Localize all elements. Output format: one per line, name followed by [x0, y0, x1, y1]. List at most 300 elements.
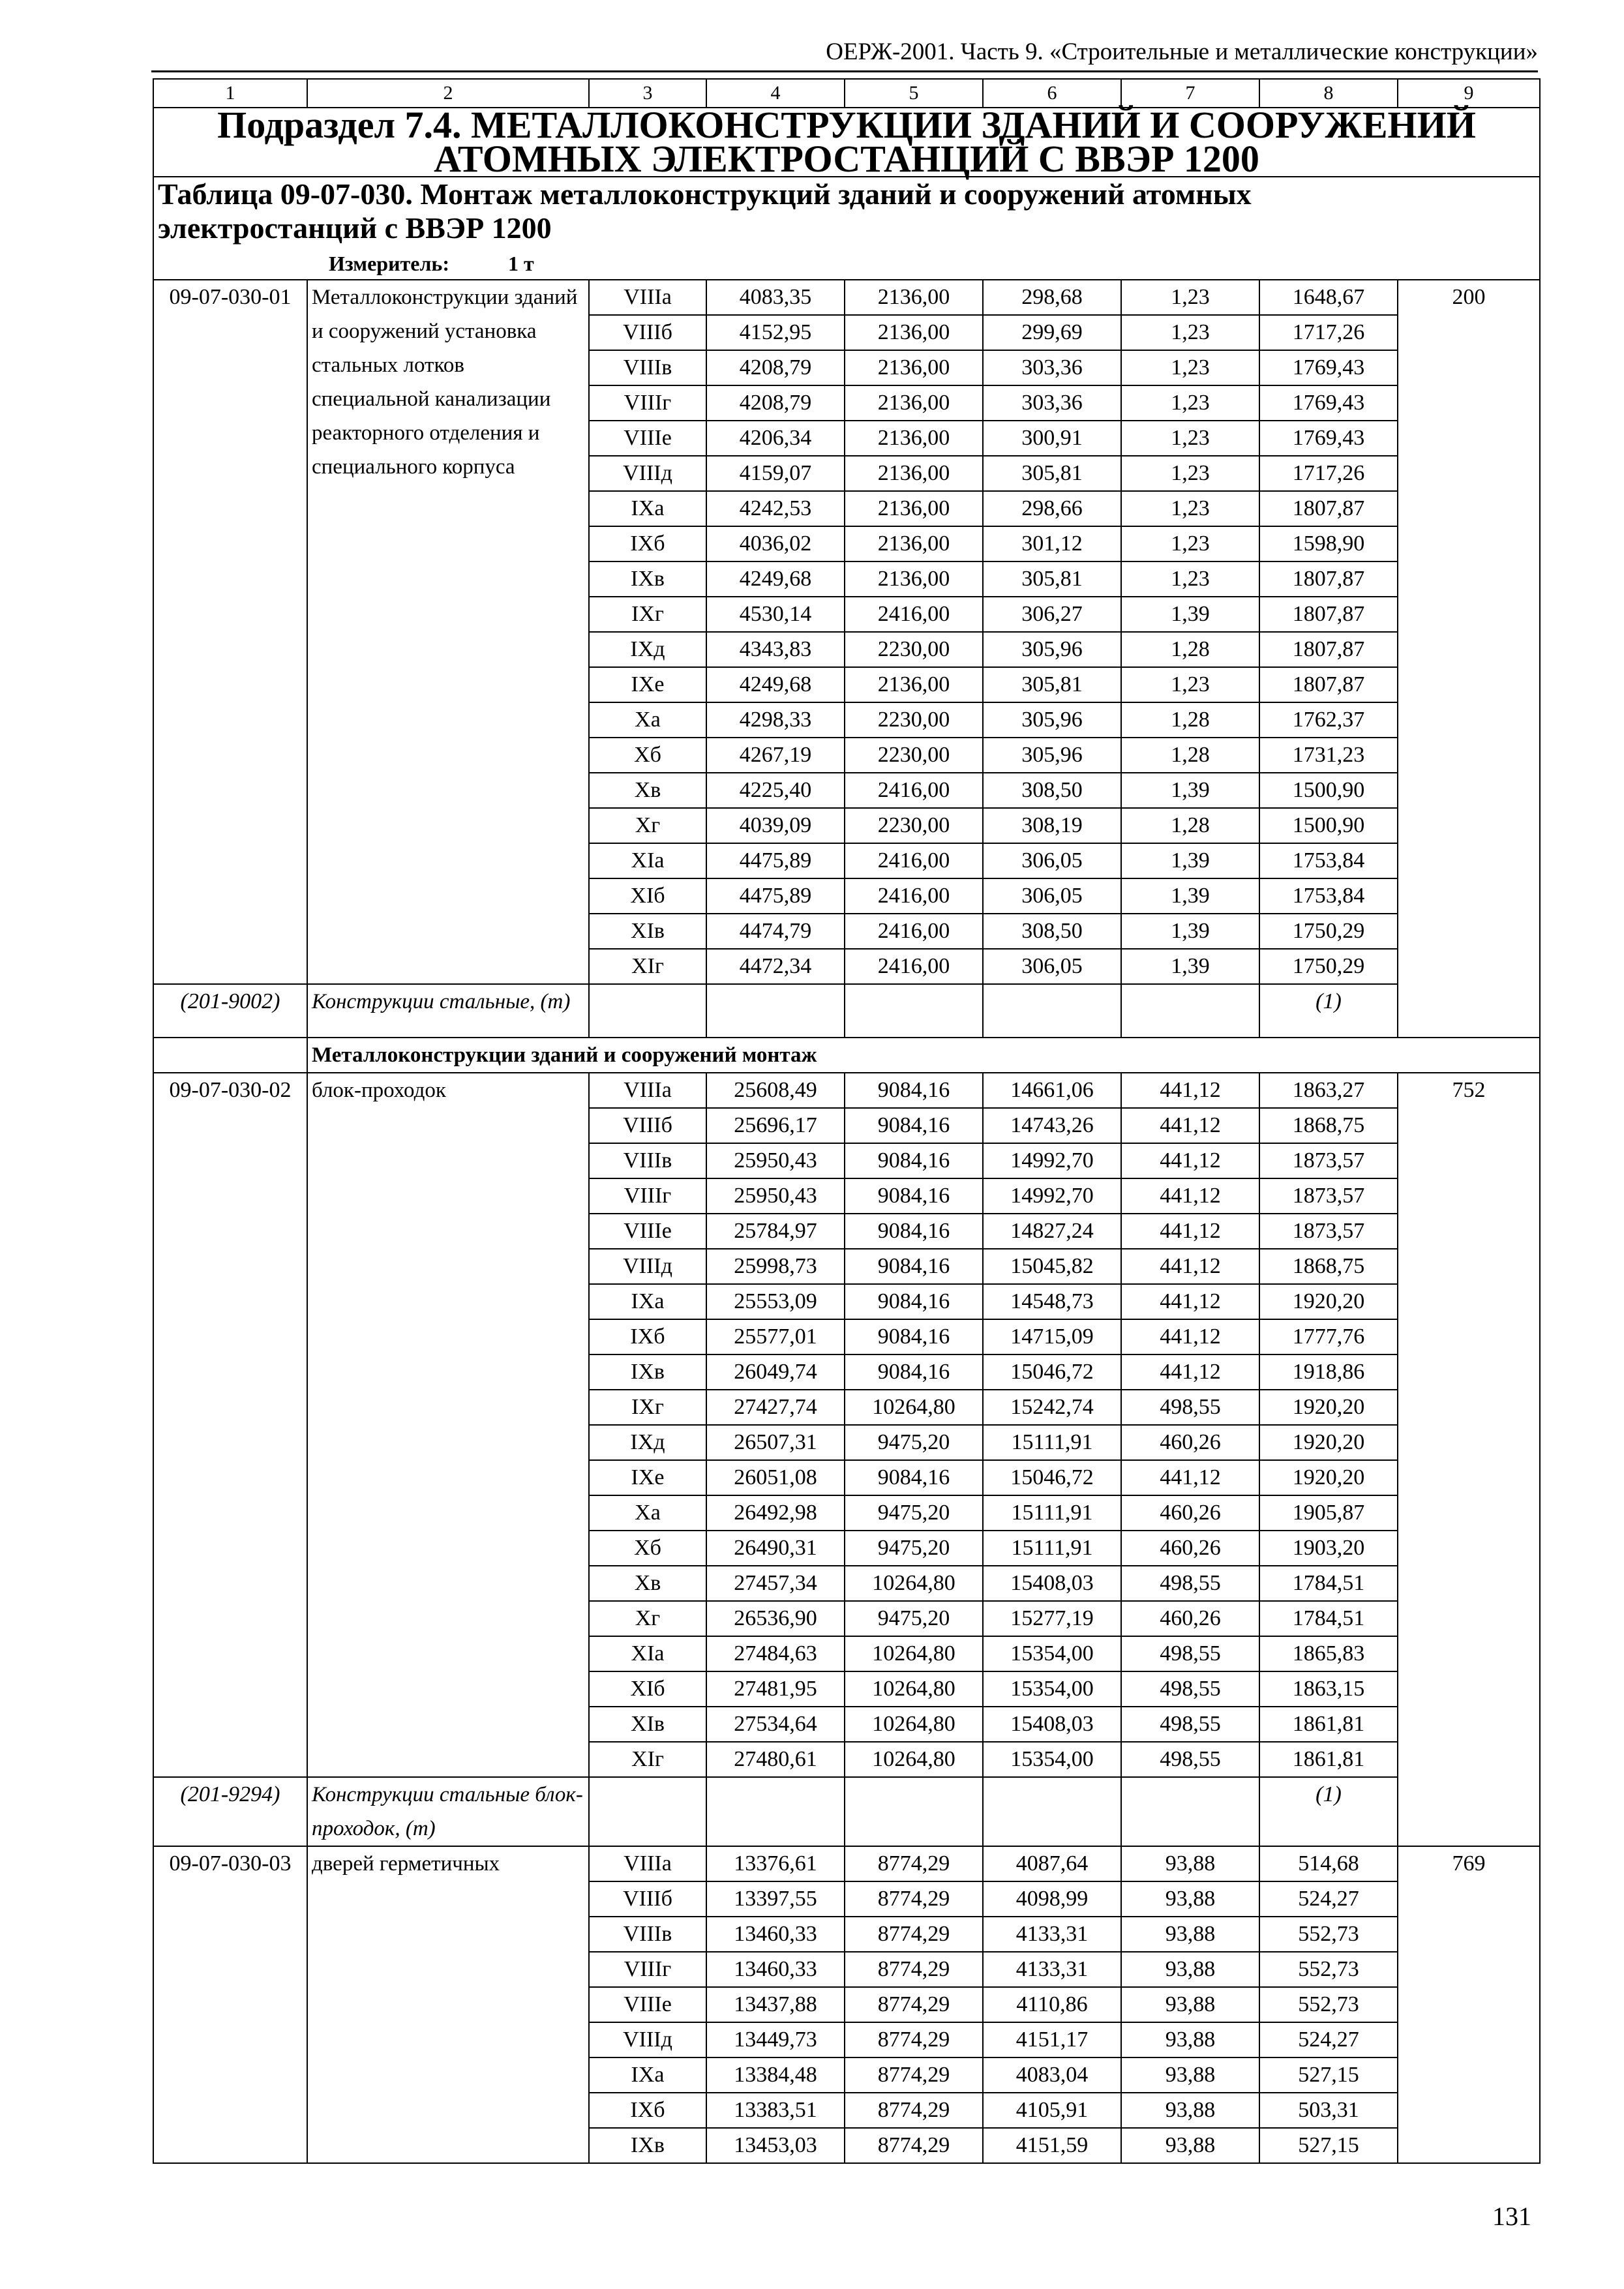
cost-machine-labor: 1,28 — [1121, 738, 1259, 773]
cost-machinery: 14548,73 — [983, 1284, 1121, 1319]
cost-machine-labor: 498,55 — [1121, 1671, 1259, 1707]
zone: VIIIв — [589, 1917, 706, 1952]
cost-labor: 9475,20 — [845, 1531, 983, 1566]
resource-code: (201-9294) — [153, 1777, 307, 1846]
cost-machine-labor: 498,55 — [1121, 1636, 1259, 1671]
zone: XIг — [589, 949, 706, 984]
table-row — [153, 1073, 1540, 1108]
cost-labor: 2136,00 — [845, 561, 983, 597]
cost-labor: 10264,80 — [845, 1742, 983, 1777]
zone: VIIIб — [589, 1108, 706, 1143]
cost-total: 4152,95 — [706, 315, 845, 350]
cost-machinery: 15242,74 — [983, 1390, 1121, 1425]
cost-machinery: 4133,31 — [983, 1917, 1121, 1952]
cost-total: 4530,14 — [706, 597, 845, 632]
zone: IXб — [589, 1319, 706, 1354]
zone: IXе — [589, 667, 706, 702]
cost-materials: 527,15 — [1259, 2057, 1398, 2093]
cost-machinery: 14827,24 — [983, 1214, 1121, 1249]
cost-materials: 1717,26 — [1259, 315, 1398, 350]
zone: XIб — [589, 878, 706, 914]
zone: VIIIе — [589, 421, 706, 456]
zone: IXб — [589, 2093, 706, 2128]
cost-labor: 2136,00 — [845, 315, 983, 350]
cost-machinery: 15111,91 — [983, 1425, 1121, 1460]
cost-materials: 1868,75 — [1259, 1108, 1398, 1143]
cost-machinery: 305,81 — [983, 561, 1121, 597]
zone: Xа — [589, 702, 706, 738]
cost-materials: 1868,75 — [1259, 1249, 1398, 1284]
cost-materials: 524,27 — [1259, 2022, 1398, 2057]
cost-machinery: 301,12 — [983, 526, 1121, 561]
cost-machine-labor: 441,12 — [1121, 1319, 1259, 1354]
cost-machinery: 4087,64 — [983, 1846, 1121, 1881]
cost-total: 4474,79 — [706, 914, 845, 949]
cost-machine-labor: 1,28 — [1121, 632, 1259, 667]
cost-labor: 8774,29 — [845, 1987, 983, 2022]
cost-machine-labor: 1,39 — [1121, 878, 1259, 914]
cost-materials: 1500,90 — [1259, 773, 1398, 808]
cost-total: 4249,68 — [706, 667, 845, 702]
cost-total: 27534,64 — [706, 1707, 845, 1742]
zone: XIб — [589, 1671, 706, 1707]
cost-materials: 1731,23 — [1259, 738, 1398, 773]
cost-materials: 1873,57 — [1259, 1214, 1398, 1249]
cost-labor: 2136,00 — [845, 280, 983, 315]
cost-machinery: 4151,17 — [983, 2022, 1121, 2057]
cost-total: 26492,98 — [706, 1495, 845, 1531]
cost-materials: 1863,15 — [1259, 1671, 1398, 1707]
cost-machine-labor: 441,12 — [1121, 1249, 1259, 1284]
cost-machinery: 4105,91 — [983, 2093, 1121, 2128]
cost-machine-labor: 1,39 — [1121, 949, 1259, 984]
cost-machine-labor: 1,23 — [1121, 280, 1259, 315]
cost-machine-labor: 1,23 — [1121, 667, 1259, 702]
cost-machine-labor: 460,26 — [1121, 1495, 1259, 1531]
cost-materials: 1920,20 — [1259, 1425, 1398, 1460]
cost-machine-labor: 441,12 — [1121, 1214, 1259, 1249]
cost-materials: 1769,43 — [1259, 350, 1398, 385]
cost-machinery: 15111,91 — [983, 1495, 1121, 1531]
unit-line — [158, 245, 1535, 279]
cost-total: 4475,89 — [706, 843, 845, 878]
cost-materials: 1918,86 — [1259, 1354, 1398, 1390]
group-header: Металлоконструкции зданий и сооружений монтаж — [307, 1038, 1540, 1073]
cost-machinery: 14661,06 — [983, 1073, 1121, 1108]
cost-total: 25998,73 — [706, 1249, 845, 1284]
empty-cell — [845, 1777, 983, 1846]
cost-total: 4039,09 — [706, 808, 845, 843]
column-number: 3 — [589, 79, 706, 108]
column-number: 9 — [1398, 79, 1540, 108]
zone: IXа — [589, 2057, 706, 2093]
zone: IXг — [589, 1390, 706, 1425]
cost-machine-labor: 93,88 — [1121, 2022, 1259, 2057]
cost-total: 26049,74 — [706, 1354, 845, 1390]
cost-machine-labor: 441,12 — [1121, 1460, 1259, 1495]
cost-labor: 8774,29 — [845, 2093, 983, 2128]
zone: VIIIд — [589, 456, 706, 491]
cost-materials: 1500,90 — [1259, 808, 1398, 843]
running-header: ОЕРЖ-2001. Часть 9. «Строительные и металлические конструкции» — [826, 38, 1538, 65]
subsection-row — [153, 108, 1540, 177]
cost-materials: 1769,43 — [1259, 421, 1398, 456]
zone: VIIIг — [589, 1952, 706, 1987]
group-header-row — [153, 1038, 1540, 1073]
header-rule — [151, 70, 1538, 72]
zone: IXд — [589, 1425, 706, 1460]
resource-code: (201-9002) — [153, 984, 307, 1038]
zone: IXе — [589, 1460, 706, 1495]
zone: XIа — [589, 843, 706, 878]
cost-labor: 2416,00 — [845, 843, 983, 878]
cost-machinery: 303,36 — [983, 385, 1121, 421]
cost-total: 27480,61 — [706, 1742, 845, 1777]
rates-table — [153, 78, 1541, 2164]
cost-total: 4267,19 — [706, 738, 845, 773]
cost-total: 13460,33 — [706, 1917, 845, 1952]
cost-labor: 8774,29 — [845, 2057, 983, 2093]
zone: VIIIа — [589, 280, 706, 315]
cost-materials: 552,73 — [1259, 1987, 1398, 2022]
cost-machine-labor: 1,39 — [1121, 773, 1259, 808]
cost-total: 4208,79 — [706, 385, 845, 421]
cost-materials: 1920,20 — [1259, 1284, 1398, 1319]
cost-total: 4472,34 — [706, 949, 845, 984]
cost-labor: 8774,29 — [845, 2128, 983, 2163]
cost-machine-labor: 1,28 — [1121, 702, 1259, 738]
cost-machinery: 305,96 — [983, 702, 1121, 738]
cost-total: 13437,88 — [706, 1987, 845, 2022]
table-row — [153, 280, 1540, 315]
cost-labor: 9475,20 — [845, 1425, 983, 1460]
cost-machinery: 306,05 — [983, 843, 1121, 878]
resource-qty: (1) — [1259, 1777, 1398, 1846]
cost-machine-labor: 498,55 — [1121, 1390, 1259, 1425]
cost-materials: 1753,84 — [1259, 878, 1398, 914]
cost-total: 27457,34 — [706, 1566, 845, 1601]
cost-total: 4036,02 — [706, 526, 845, 561]
cost-machinery: 15046,72 — [983, 1354, 1121, 1390]
table-title-line-2: электростанций с ВВЭР 1200 — [158, 211, 552, 245]
cost-total: 4225,40 — [706, 773, 845, 808]
cost-total: 4242,53 — [706, 491, 845, 526]
rate-description: дверей герметичных — [307, 1846, 589, 2163]
cost-total: 4343,83 — [706, 632, 845, 667]
zone: Xг — [589, 808, 706, 843]
group-header-spacer — [153, 1038, 307, 1073]
zone: IXг — [589, 597, 706, 632]
zone: VIIIв — [589, 350, 706, 385]
cost-labor: 2416,00 — [845, 878, 983, 914]
cost-machinery: 4083,04 — [983, 2057, 1121, 2093]
zone: Xб — [589, 1531, 706, 1566]
cost-materials: 1807,87 — [1259, 667, 1398, 702]
cost-materials: 1598,90 — [1259, 526, 1398, 561]
cost-machinery: 305,81 — [983, 456, 1121, 491]
cost-materials: 1807,87 — [1259, 597, 1398, 632]
cost-materials: 527,15 — [1259, 2128, 1398, 2163]
cost-machinery: 14992,70 — [983, 1178, 1121, 1214]
cost-total: 25950,43 — [706, 1143, 845, 1178]
cost-labor: 2230,00 — [845, 702, 983, 738]
cost-labor: 2136,00 — [845, 456, 983, 491]
empty-cell — [706, 984, 845, 1038]
table-title-row — [153, 177, 1540, 280]
cost-labor: 2136,00 — [845, 421, 983, 456]
cost-labor: 9084,16 — [845, 1284, 983, 1319]
cost-labor: 2416,00 — [845, 597, 983, 632]
cost-materials: 1717,26 — [1259, 456, 1398, 491]
cost-labor: 8774,29 — [845, 2022, 983, 2057]
cost-materials: 1920,20 — [1259, 1390, 1398, 1425]
cost-materials: 552,73 — [1259, 1952, 1398, 1987]
rate-code: 09-07-030-01 — [153, 280, 307, 984]
cost-labor: 2416,00 — [845, 773, 983, 808]
cost-materials: 1807,87 — [1259, 632, 1398, 667]
cost-materials: 1920,20 — [1259, 1460, 1398, 1495]
rate-col9: 200 — [1398, 280, 1540, 1038]
cost-total: 27484,63 — [706, 1636, 845, 1671]
cost-labor: 2416,00 — [845, 914, 983, 949]
cost-machine-labor: 441,12 — [1121, 1354, 1259, 1390]
cost-total: 13384,48 — [706, 2057, 845, 2093]
cost-total: 4159,07 — [706, 456, 845, 491]
cost-machinery: 14992,70 — [983, 1143, 1121, 1178]
cost-machine-labor: 498,55 — [1121, 1566, 1259, 1601]
cost-materials: 1861,81 — [1259, 1707, 1398, 1742]
zone: Xв — [589, 1566, 706, 1601]
cost-machinery: 305,96 — [983, 632, 1121, 667]
cost-machinery: 15045,82 — [983, 1249, 1121, 1284]
cost-machinery: 299,69 — [983, 315, 1121, 350]
zone: IXа — [589, 491, 706, 526]
cost-machinery: 300,91 — [983, 421, 1121, 456]
column-number: 8 — [1259, 79, 1398, 108]
rate-code: 09-07-030-02 — [153, 1073, 307, 1777]
resource-row — [153, 984, 1540, 1038]
cost-total: 13383,51 — [706, 2093, 845, 2128]
cost-machine-labor: 93,88 — [1121, 1846, 1259, 1881]
cost-machinery: 305,81 — [983, 667, 1121, 702]
subsection-heading — [153, 104, 1540, 180]
cost-labor: 10264,80 — [845, 1636, 983, 1671]
cost-labor: 9084,16 — [845, 1214, 983, 1249]
table-row — [153, 1846, 1540, 1881]
cost-machine-labor: 441,12 — [1121, 1108, 1259, 1143]
zone: VIIIа — [589, 1846, 706, 1881]
table-title — [153, 177, 1540, 280]
cost-machine-labor: 460,26 — [1121, 1531, 1259, 1566]
cost-materials: 1861,81 — [1259, 1742, 1398, 1777]
cost-machine-labor: 1,23 — [1121, 491, 1259, 526]
subsection-line-2: АТОМНЫХ ЭЛЕКТРОСТАНЦИЙ С ВВЭР 1200 — [434, 138, 1259, 180]
cost-labor: 2230,00 — [845, 808, 983, 843]
cost-labor: 2230,00 — [845, 738, 983, 773]
zone: IXб — [589, 526, 706, 561]
cost-machinery: 15408,03 — [983, 1566, 1121, 1601]
column-number: 7 — [1121, 79, 1259, 108]
cost-machine-labor: 1,23 — [1121, 456, 1259, 491]
cost-machinery: 4110,86 — [983, 1987, 1121, 2022]
cost-machine-labor: 1,39 — [1121, 597, 1259, 632]
zone: VIIIе — [589, 1987, 706, 2022]
cost-total: 27427,74 — [706, 1390, 845, 1425]
cost-materials: 1750,29 — [1259, 949, 1398, 984]
empty-cell — [845, 984, 983, 1038]
zone: IXв — [589, 561, 706, 597]
unit-value: 1 т — [507, 252, 534, 275]
column-number: 4 — [706, 79, 845, 108]
cost-labor: 8774,29 — [845, 1881, 983, 1917]
cost-total: 4206,34 — [706, 421, 845, 456]
empty-cell — [589, 984, 706, 1038]
rate-col9: 752 — [1398, 1073, 1540, 1846]
cost-machinery: 14743,26 — [983, 1108, 1121, 1143]
empty-cell — [589, 1777, 706, 1846]
cost-materials: 1873,57 — [1259, 1178, 1398, 1214]
zone: IXв — [589, 1354, 706, 1390]
cost-labor: 9084,16 — [845, 1354, 983, 1390]
cost-labor: 9084,16 — [845, 1178, 983, 1214]
cost-materials: 1784,51 — [1259, 1601, 1398, 1636]
zone: Xа — [589, 1495, 706, 1531]
cost-machinery: 15354,00 — [983, 1742, 1121, 1777]
cost-machinery: 4098,99 — [983, 1881, 1121, 1917]
cost-total: 4298,33 — [706, 702, 845, 738]
empty-cell — [1121, 984, 1259, 1038]
cost-machinery: 308,50 — [983, 773, 1121, 808]
cost-labor: 8774,29 — [845, 1917, 983, 1952]
cost-total: 25784,97 — [706, 1214, 845, 1249]
cost-materials: 1903,20 — [1259, 1531, 1398, 1566]
cost-total: 4083,35 — [706, 280, 845, 315]
cost-labor: 9475,20 — [845, 1495, 983, 1531]
cost-machinery: 308,19 — [983, 808, 1121, 843]
cost-materials: 1750,29 — [1259, 914, 1398, 949]
cost-labor: 9084,16 — [845, 1460, 983, 1495]
cost-total: 13453,03 — [706, 2128, 845, 2163]
cost-machine-labor: 1,23 — [1121, 350, 1259, 385]
zone: XIв — [589, 1707, 706, 1742]
cost-materials: 1863,27 — [1259, 1073, 1398, 1108]
zone: XIв — [589, 914, 706, 949]
cost-materials: 1807,87 — [1259, 561, 1398, 597]
cost-machine-labor: 441,12 — [1121, 1178, 1259, 1214]
cost-labor: 2416,00 — [845, 949, 983, 984]
cost-total: 25950,43 — [706, 1178, 845, 1214]
cost-machinery: 306,05 — [983, 949, 1121, 984]
zone: VIIIб — [589, 1881, 706, 1917]
cost-machinery: 306,27 — [983, 597, 1121, 632]
cost-labor: 9084,16 — [845, 1108, 983, 1143]
cost-machinery: 15354,00 — [983, 1671, 1121, 1707]
zone: VIIIг — [589, 385, 706, 421]
empty-cell — [983, 1777, 1121, 1846]
cost-materials: 503,31 — [1259, 2093, 1398, 2128]
cost-materials: 514,68 — [1259, 1846, 1398, 1881]
cost-labor: 9084,16 — [845, 1143, 983, 1178]
cost-total: 13397,55 — [706, 1881, 845, 1917]
cost-labor: 2136,00 — [845, 526, 983, 561]
cost-machinery: 298,68 — [983, 280, 1121, 315]
column-number: 5 — [845, 79, 983, 108]
cost-machinery: 15277,19 — [983, 1601, 1121, 1636]
page-number: 131 — [1492, 2202, 1531, 2231]
cost-materials: 1769,43 — [1259, 385, 1398, 421]
empty-cell — [983, 984, 1121, 1038]
empty-cell — [1121, 1777, 1259, 1846]
cost-materials: 1753,84 — [1259, 843, 1398, 878]
cost-materials: 1905,87 — [1259, 1495, 1398, 1531]
cost-machine-labor: 1,23 — [1121, 526, 1259, 561]
cost-machine-labor: 441,12 — [1121, 1073, 1259, 1108]
resource-name: Конструкции стальные, (т) — [307, 984, 589, 1038]
cost-machine-labor: 93,88 — [1121, 1987, 1259, 2022]
cost-labor: 9084,16 — [845, 1249, 983, 1284]
zone: VIIIб — [589, 315, 706, 350]
zone: VIIIа — [589, 1073, 706, 1108]
zone: IXд — [589, 632, 706, 667]
cost-labor: 2136,00 — [845, 667, 983, 702]
column-number: 2 — [307, 79, 589, 108]
cost-machine-labor: 1,23 — [1121, 385, 1259, 421]
cost-materials: 1777,76 — [1259, 1319, 1398, 1354]
cost-labor: 2136,00 — [845, 350, 983, 385]
cost-total: 25608,49 — [706, 1073, 845, 1108]
cost-materials: 524,27 — [1259, 1881, 1398, 1917]
cost-total: 13376,61 — [706, 1846, 845, 1881]
cost-machinery: 15046,72 — [983, 1460, 1121, 1495]
cost-total: 25577,01 — [706, 1319, 845, 1354]
cost-machine-labor: 93,88 — [1121, 1917, 1259, 1952]
table-title-line-1: Таблица 09-07-030. Монтаж металлоконструкций зданий и сооружений атомных — [158, 177, 1252, 211]
cost-machine-labor: 93,88 — [1121, 2128, 1259, 2163]
cost-materials: 1807,87 — [1259, 491, 1398, 526]
cost-total: 4475,89 — [706, 878, 845, 914]
cost-labor: 8774,29 — [845, 1846, 983, 1881]
cost-machine-labor: 498,55 — [1121, 1707, 1259, 1742]
cost-machine-labor: 441,12 — [1121, 1143, 1259, 1178]
cost-machine-labor: 441,12 — [1121, 1284, 1259, 1319]
zone: VIIIд — [589, 2022, 706, 2057]
cost-total: 4208,79 — [706, 350, 845, 385]
unit-label: Измеритель: — [329, 252, 449, 275]
cost-labor: 8774,29 — [845, 1952, 983, 1987]
cost-machinery: 15354,00 — [983, 1636, 1121, 1671]
cost-labor: 2136,00 — [845, 385, 983, 421]
cost-materials: 1873,57 — [1259, 1143, 1398, 1178]
column-number: 6 — [983, 79, 1121, 108]
cost-machinery: 306,05 — [983, 878, 1121, 914]
zone: IXа — [589, 1284, 706, 1319]
cost-machinery: 303,36 — [983, 350, 1121, 385]
cost-total: 13460,33 — [706, 1952, 845, 1987]
zone: VIIIд — [589, 1249, 706, 1284]
cost-labor: 9475,20 — [845, 1601, 983, 1636]
cost-labor: 10264,80 — [845, 1671, 983, 1707]
resource-row — [153, 1777, 1540, 1846]
zone: Xг — [589, 1601, 706, 1636]
rate-description: Металлоконструкции зданий и сооружений установка стальных лотков специальной канализации реакторного отделения и специального корпуса — [307, 280, 589, 984]
empty-cell — [706, 1777, 845, 1846]
cost-labor: 10264,80 — [845, 1707, 983, 1742]
cost-machine-labor: 1,23 — [1121, 315, 1259, 350]
cost-machine-labor: 1,39 — [1121, 843, 1259, 878]
cost-materials: 1865,83 — [1259, 1636, 1398, 1671]
cost-materials: 1762,37 — [1259, 702, 1398, 738]
cost-labor: 9084,16 — [845, 1319, 983, 1354]
